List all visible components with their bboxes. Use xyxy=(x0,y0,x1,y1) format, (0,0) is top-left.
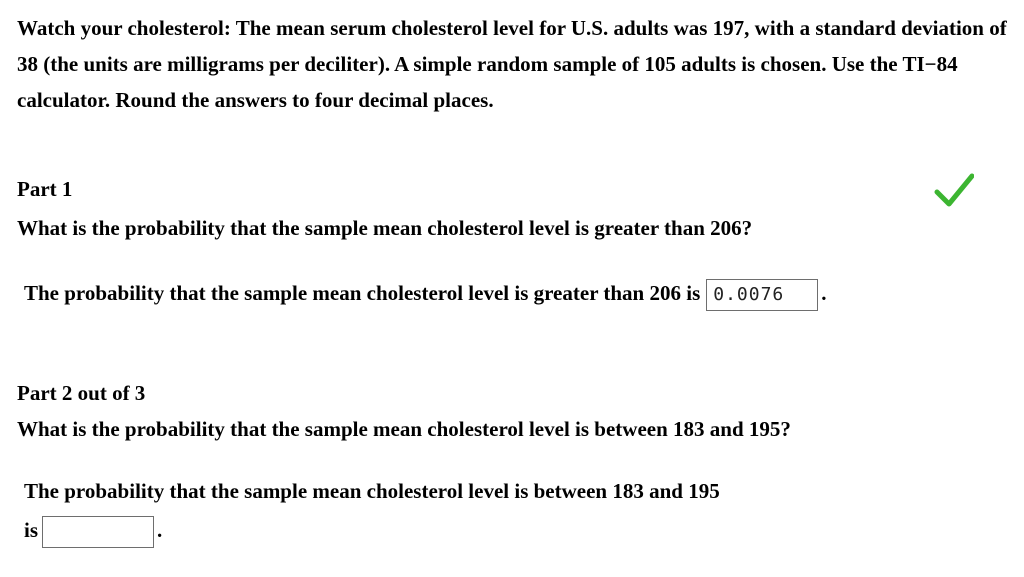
part-2-question: What is the probability that the sample mean cholesterol level is between 183 and 195? xyxy=(17,417,791,441)
part-1-heading: Part 1 xyxy=(17,177,73,201)
part-2-answer-line-2 xyxy=(24,516,162,548)
part-1-question: What is the probability that the sample mean cholesterol level is greater than 206? xyxy=(17,216,753,240)
part-1-answer-suffix: . xyxy=(821,281,827,305)
part-2-answer-line-1: The probability that the sample mean cholesterol level is between 183 and 195 xyxy=(24,479,720,503)
part-2-answer-suffix: . xyxy=(157,518,163,542)
checkmark-icon xyxy=(934,172,974,208)
part-2-answer-prefix: is xyxy=(24,518,39,542)
part-1-answer-input[interactable]: 0.0076 xyxy=(706,279,818,311)
part-1-answer-line xyxy=(24,279,827,311)
part-2-heading: Part 2 out of 3 xyxy=(17,381,146,405)
part-1-answer-prefix: The probability that the sample mean cholesterol level is greater than 206 is xyxy=(24,281,701,305)
problem-statement: Watch your cholesterol: The mean serum cholesterol level for U.S. adults was 197, with a standard deviation of 38 (the units are milligrams per deciliter). A simple random sample of 105 adults is chosen. Use the TI−84 calculator. Round the answers to four decimal places. xyxy=(17,16,1007,112)
part-2-answer-input[interactable] xyxy=(42,516,154,548)
